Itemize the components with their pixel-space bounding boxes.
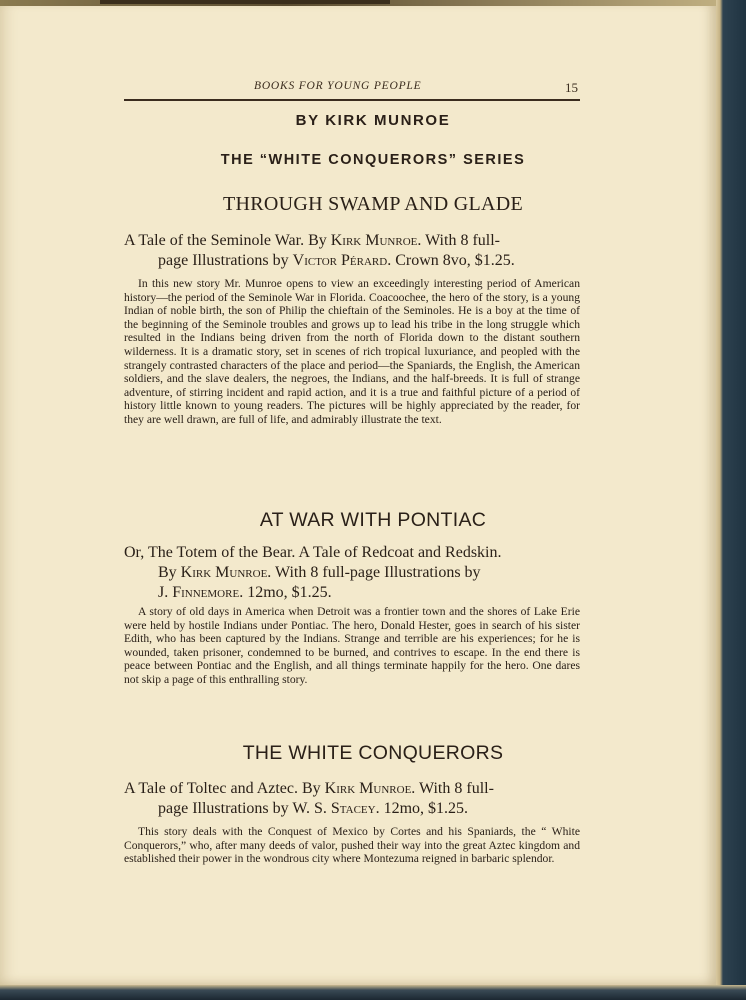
book-subtitle-3-illustrator: Stacey [330, 800, 376, 817]
book-subtitle-3-part-d: . 12mo, $1.25. [375, 800, 469, 817]
book-description-2: A story of old days in America when Detroit was a frontier town and the shores of Lake Erie were held by hostile Indians under Pontiac. The hero, Donald Hester, goes in search of his sister Edith, who has been captured by the Indians. Strange and terrible are his experiences; for he is wounded, taken prisoner, condemned to be burned, and contrives to escape. In the end there is peace between Pontiac and the English, and all things terminate happily for the hero. One dares not skip a page of this enthralling story. [124, 605, 580, 686]
book-subtitle-1-part-c: page Illustrations by [158, 252, 293, 269]
book-description-3: This story deals with the Conquest of Mexico by Cortes and his Spaniards, the “ White Conquerors,” who, after many deeds of valor, pushed their way into the great Aztec kingdom and established their power in the wondrous city where Montezuma reigned in barbaric splendor. [124, 825, 580, 866]
book-subtitle-1-author: Kirk Munroe [330, 232, 418, 249]
book-subtitle-3-part-c: page Illustrations by W. S. [158, 800, 331, 817]
book-subtitle-1-illustrator: Victor Pérard [292, 252, 388, 269]
book-cover-edge-right [716, 0, 746, 1000]
book-subtitle-3-part-a: A Tale of Toltec and Aztec. By [124, 780, 325, 797]
book-subtitle-1-part-d: . Crown 8vo, $1.25. [387, 252, 515, 269]
book-subtitle-2-part-a: Or, The Totem of the Bear. A Tale of Redcoat and Redskin. [124, 544, 502, 561]
book-subtitle-2 [124, 543, 590, 603]
running-head-title: BOOKS FOR YOUNG PEOPLE [254, 80, 422, 92]
book-subtitle-2-author: Kirk Munroe [180, 564, 268, 581]
book-subtitle-3 [124, 779, 590, 819]
book-subtitle-3-part-b: . With 8 full- [411, 780, 494, 797]
page-number: 15 [565, 80, 578, 95]
book-description-1: In this new story Mr. Munroe opens to view an exceedingly interesting period of American history—the period of the Seminole War in Florida. Coacoochee, the hero of the story, is a young Indian of noble birth, the son of Philip the chieftain of the Seminoles. He is a boy at the time of the beginning of the Seminole troubles and grows up to lead his tribe in the long struggle which resulted in the Indians being driven from the north of Florida down to the distant southern wilderness. It is a dramatic story, set in scenes of rich tropical luxuriance, and peopled with the strangely contrasted characters of the place and period—the Spaniards, the English, the American soldiers, and the slave dealers, the negroes, the Indians, and the half-breeds. It is full of strange adventure, of stirring incident and rapid action, and it is a true and faithful picture of a period of history little known to young readers. The pictures will be highly appreciated by the reader, for they are well drawn, are full of life, and admirably illustrate the text. [124, 277, 580, 426]
running-head [124, 78, 580, 98]
book-subtitle-2-illustrator: J. Finnemore [158, 584, 240, 601]
book-subtitle-3-author: Kirk Munroe [324, 780, 412, 797]
book-title-3: THE WHITE CONQUERORS [242, 742, 504, 764]
author-heading: BY KIRK MUNROE [295, 112, 451, 129]
book-title-1: THROUGH SWAMP AND GLADE [222, 193, 524, 215]
book-subtitle-1-part-b: . With 8 full- [417, 232, 500, 249]
book-subtitle-1-part-a: A Tale of the Seminole War. By [124, 232, 331, 249]
book-subtitle-2-part-c: . With 8 full-page Illustrations by [267, 564, 481, 581]
book-title-2: AT WAR WITH PONTIAC [259, 509, 487, 531]
book-subtitle-1 [124, 231, 590, 271]
series-heading: THE “WHITE CONQUERORS” SERIES [220, 152, 526, 168]
book-cover-edge-bottom [0, 985, 746, 1000]
page-top-edge [0, 0, 716, 6]
header-rule [124, 99, 580, 101]
book-subtitle-2-part-d: . 12mo, $1.25. [239, 584, 332, 601]
book-subtitle-2-part-b: By [158, 564, 181, 581]
